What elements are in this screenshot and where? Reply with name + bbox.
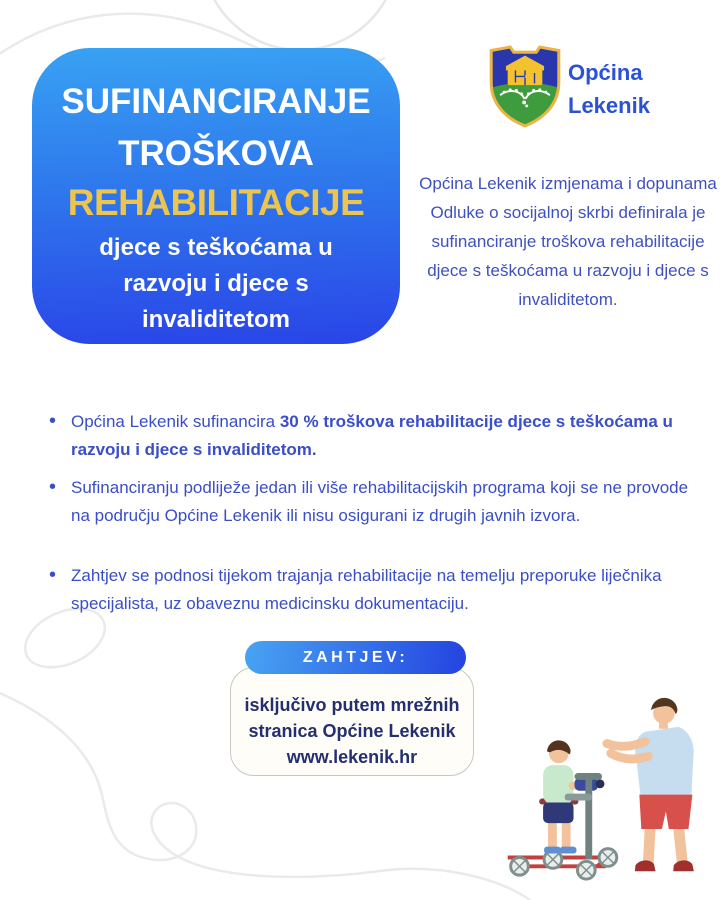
- logo-name: [568, 56, 650, 122]
- list-item: [44, 474, 696, 530]
- zahtjev-badge-label: ZAHTJEV:: [302, 648, 409, 666]
- application-info-box: [230, 667, 474, 776]
- website-url[interactable]: www.lekenik.hr: [286, 747, 418, 767]
- bullet-text: Sufinanciranju podliježe jedan ili više rehabilitacijskih programa koji se ne provode na području Općine Lekenik ili nisu osigurani iz drugih javnih izvora.: [71, 478, 689, 525]
- municipality-crest-logo: [486, 42, 564, 130]
- bullet-list: [44, 408, 696, 628]
- zahtjev-badge: [245, 641, 466, 674]
- title-card: [32, 48, 400, 344]
- info-line-1: isključivo putem mrežnih: [244, 695, 460, 715]
- list-item: [44, 562, 696, 618]
- title-line-1: SUFINANCIRANJE: [61, 82, 371, 121]
- title-line-3-highlight: REHABILITACIJE: [67, 182, 365, 223]
- title-line-2: TROŠKOVA: [118, 134, 314, 173]
- title-subtitle: djece s teškoćama u razvoju i djece s invaliditetom: [99, 234, 333, 333]
- info-line-2: stranica Općine Lekenik: [248, 721, 456, 741]
- list-item: [44, 408, 696, 464]
- bullet-text-bold: 30 % troškova rehabilitacije djece s teškoćama u razvoju i djece s invaliditetom.: [71, 412, 673, 459]
- rehabilitation-illustration: [490, 663, 716, 884]
- adult-figure: [607, 698, 694, 871]
- bullet-text: Zahtjev se podnosi tijekom trajanja rehabilitacije na temelju preporuke liječnika specijalista, uz obaveznu medicinsku dokumentaciju.: [71, 566, 662, 613]
- logo-name-line-1: Općina: [568, 60, 643, 85]
- intro-paragraph: Općina Lekenik izmjenama i dopunama Odluke o socijalnoj skrbi definirala je sufinanciranje troškova rehabilitacije djece s teškoćama u razvoju i djece s invaliditetom.: [419, 174, 717, 309]
- logo-name-line-2: Lekenik: [568, 93, 650, 118]
- bullet-text: Općina Lekenik sufinancira: [71, 412, 280, 431]
